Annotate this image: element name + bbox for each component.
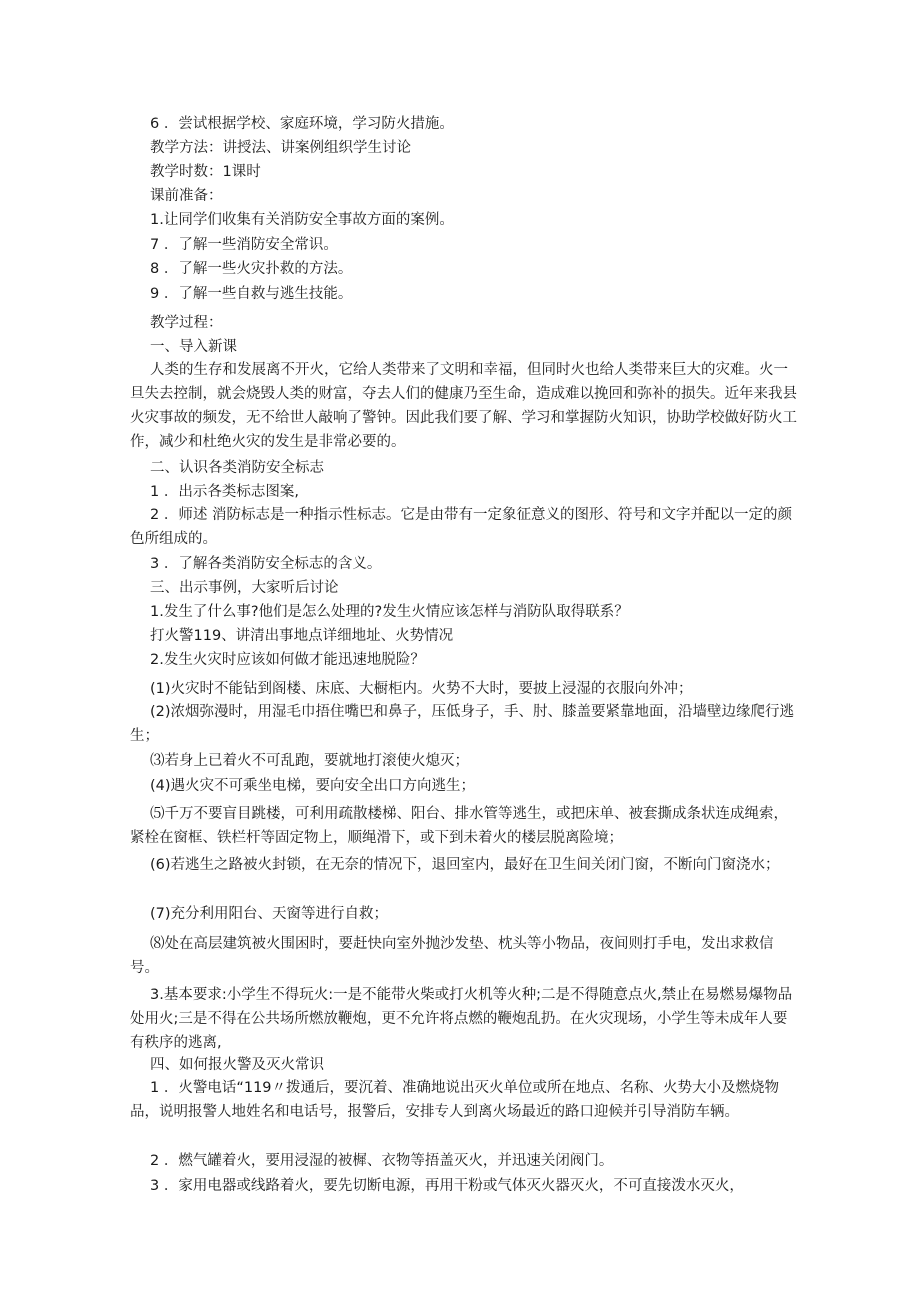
intro-paragraph: 人类的生存和发展离不开火，它给人类带来了文明和幸福，但同时火也给人类带来巨大的灾难。火一旦失去控制，就会烧毁人类的财富，夺去人们的健康乃至生命，造成难以挽回和弥补的损失。近年来我县火灾事故的频发，无不给世人敲响了警钟。因此我们要了解、学习和掌握防火知识，协助学校做好防火工作，减少和杜绝火灾的发生是非常必要的。 [130, 362, 797, 450]
escape-tip-2: (2)浓烟弥漫时，用湿毛巾捂住嘴巴和鼻子，压低身子，手、肘、膝盖要紧靠地面，沿墙壁边缘爬行逃生； [130, 704, 795, 744]
fire-alarm-item-1: 1 ．火警电话“119〃拨通后，要沉着、准确地说出灭火单位或所在地点、名称、火势大小及燃烧物品，说明报警人地姓名和电话号，报警后，安排专人到离火场最近的路口迎候并引导消防车辆。 [130, 1080, 780, 1120]
question-1: 1.发生了什么事?他们是怎么处理的?发生火情应该怎样与消防队取得联系？ [150, 604, 629, 620]
teaching-method: 教学方法：讲授法、讲案例组织学生讨论 [150, 140, 411, 156]
escape-tip-3: ⑶若身上已着火不可乱跑，要就地打滚使火熄灭； [150, 753, 469, 769]
section-1-heading: 一、导入新课 [150, 339, 237, 355]
process-heading: 教学过程： [150, 315, 223, 331]
preparation-item-1: 1.让同学们收集有关消防安全事故方面的案例。 [150, 212, 454, 228]
section-3-heading: 三、出示事例，大家听后讨论 [150, 580, 339, 596]
answer-1: 打火警119、讲清出事地点详细地址、火势情况 [150, 628, 454, 644]
section-2-item-2: 2 ．师述 消防标志是一种指示性标志。它是由带有一定象征意义的图形、符号和文字并配以一定的颜色所组成的。 [130, 507, 792, 547]
escape-tip-6: (6)若逃生之路被火封锁，在无奈的情况下，退回室内，最好在卫生间关闭门窗，不断向门窗浇水； [150, 857, 780, 873]
question-2: 2.发生火灾时应该如何做才能迅速地脱险？ [150, 652, 425, 668]
escape-tip-1: (1)火灾时不能钻到阁楼、床底、大橱柜内。火势不大时，要披上浸湿的衣服向外冲； [150, 681, 693, 697]
preparation-item-7: 7 ．了解一些消防安全常识。 [150, 237, 338, 253]
section-2-item-1: 1 ．出示各类标志图案, [150, 484, 299, 500]
fire-alarm-item-2: 2 ．燃气罐着火，要用浸湿的被樨、衣物等捂盖灭火，并迅速关闭阀门。 [150, 1153, 614, 1169]
objective-6: 6 ．尝试根据学校、家庭环境，学习防火措施。 [150, 116, 454, 132]
section-2-heading: 二、认识各类消防安全标志 [150, 460, 324, 476]
section-2-item-3: 3 ．了解各类消防安全标志的含义。 [150, 556, 382, 572]
preparation-heading: 课前准备： [150, 188, 223, 204]
preparation-item-8: 8 ．了解一些火灾扑救的方法。 [150, 261, 353, 277]
teaching-hours: 教学时数：1课时 [150, 164, 261, 180]
section-4-heading: 四、如何报火警及灭火常识 [150, 1057, 324, 1073]
preparation-item-9: 9 ．了解一些自救与逃生技能。 [150, 286, 353, 302]
fire-alarm-item-3: 3 ．家用电器或线路着火，要先切断电源，再用干粉或气体灭火器灭火，不可直接泼水灭火， [150, 1178, 744, 1194]
escape-tip-5: ⑸千万不要盲目跳楼，可利用疏散楼梯、阳台、排水管等逃生，或把床单、被套撕成条状连成绳索，紧栓在窗框、铁栏杆等固定物上，顺绳滑下，或下到未着火的楼层脱离险境； [130, 806, 788, 846]
escape-tip-7: (7)充分利用阳台、天窗等进行自救； [150, 906, 389, 922]
basic-requirements: 3.基本要求:小学生不得玩火:一是不能带火柴或打火机等火种;二是不得随意点火,禁止在易燃易爆物品处用火;三是不得在公共场所燃放鞭炮，更不允许将点燃的鞭炮乱扔。在火灾现场，小学生等未成年人要有秩序的逃离, [130, 987, 793, 1051]
escape-tip-4: (4)遇火灾不可乘坐电梯，要向安全出口方向逃生； [150, 778, 476, 794]
escape-tip-8: ⑻处在高层建筑被火围困时，要赶快向室外抛沙发垫、枕头等小物品，夜间则打手电，发出求救信号。 [130, 936, 774, 976]
